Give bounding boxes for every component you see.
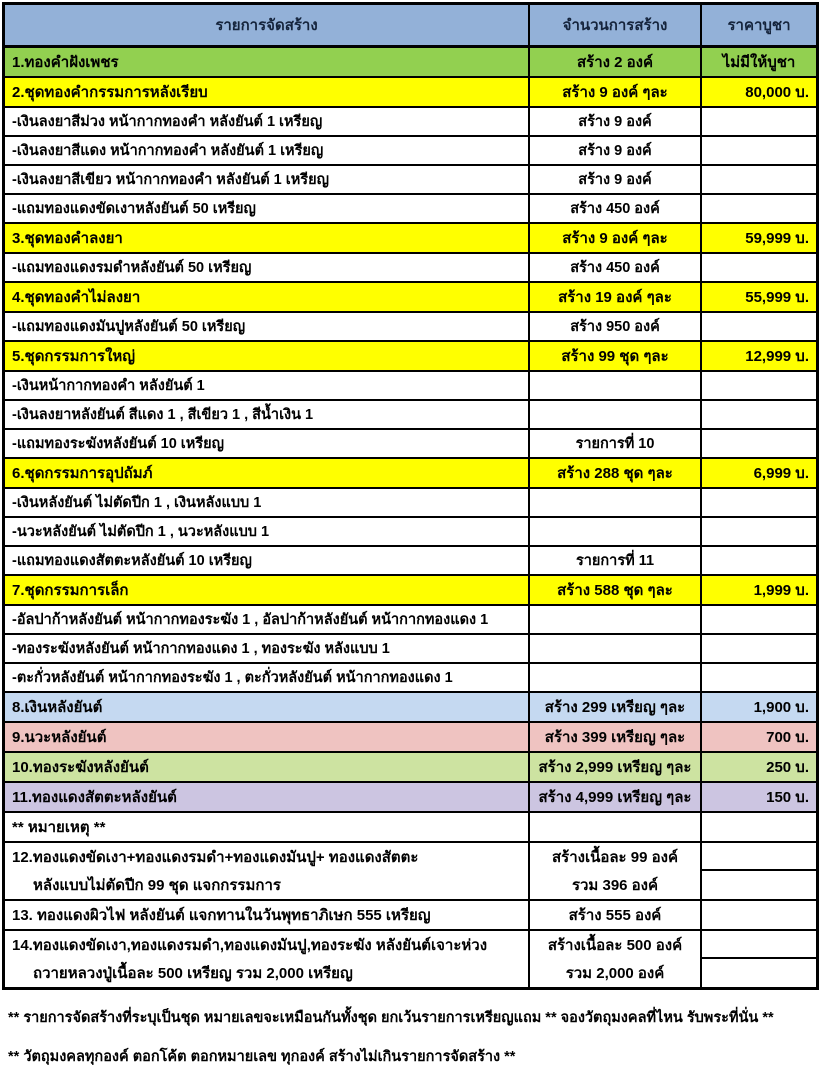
- price-cell: [702, 166, 816, 195]
- table-row: [5, 108, 816, 137]
- qty-cell: [530, 813, 702, 843]
- price-cell: [702, 372, 816, 401]
- table-row: [5, 254, 816, 283]
- table-row: [5, 753, 816, 783]
- col-header-price: ราคาบูชา: [702, 5, 816, 48]
- item-cell: 12.ทองแดงขัดเงา+ทองแดงรมดำ+ทองแดงมันปู+ ทองแดงสัตตะ: [5, 843, 530, 871]
- item-cell: -เงินลงยาหลังยันต์ สีแดง 1 , สีเขียว 1 , สีน้ำเงิน 1: [5, 401, 530, 430]
- price-cell: [702, 489, 816, 518]
- item-cell: -นวะหลังยันต์ ไม่ตัดปีก 1 , นวะหลังแบบ 1: [5, 518, 530, 547]
- table-row: [5, 901, 816, 931]
- table-row: [5, 723, 816, 753]
- footer-notes: [0, 992, 821, 1092]
- qty-cell: สร้าง 19 องค์ ๆละ: [530, 283, 702, 313]
- footer-note-1: ** รายการจัดสร้างที่ระบุเป็นชุด หมายเลขจะเหมือนกันทั้งชุด ยกเว้นรายการเหรียญแถม ** จองวัตถุมงคลที่ไหน รับพระที่นั่น **: [8, 1010, 774, 1026]
- item-cell: -แถมทองแดงสัตตะหลังยันต์ 10 เหรียญ: [5, 547, 530, 576]
- col-header-quantity: จำนวนการสร้าง: [530, 5, 702, 48]
- price-cell: 250 บ.: [702, 753, 816, 783]
- qty-cell: สร้าง 2,999 เหรียญ ๆละ: [530, 753, 702, 783]
- price-cell: [702, 635, 816, 664]
- table-row: [5, 664, 816, 693]
- price-cell: [702, 901, 816, 931]
- table-row: [5, 871, 816, 901]
- item-cell: 11.ทองแดงสัตตะหลังยันต์: [5, 783, 530, 813]
- price-cell: 12,999 บ.: [702, 342, 816, 372]
- qty-cell: สร้าง 9 องค์ ๆละ: [530, 224, 702, 254]
- price-cell: [702, 547, 816, 576]
- qty-cell: สร้าง 555 องค์: [530, 901, 702, 931]
- price-cell: [702, 518, 816, 547]
- table-row: [5, 283, 816, 313]
- item-cell: -แถมทองแดงรมดำหลังยันต์ 50 เหรียญ: [5, 254, 530, 283]
- item-cell: 7.ชุดกรรมการเล็ก: [5, 576, 530, 606]
- item-cell: -เงินหน้ากากทองคำ หลังยันต์ 1: [5, 372, 530, 401]
- qty-cell: [530, 606, 702, 635]
- price-cell: [702, 313, 816, 342]
- item-cell: 8.เงินหลังยันต์: [5, 693, 530, 723]
- table-row: [5, 547, 816, 576]
- qty-cell: สร้าง 450 องค์: [530, 254, 702, 283]
- qty-cell: สร้าง 450 องค์: [530, 195, 702, 224]
- table-row: [5, 224, 816, 254]
- price-cell: [702, 664, 816, 693]
- table-row: [5, 78, 816, 108]
- price-cell: 700 บ.: [702, 723, 816, 753]
- qty-cell: รวม 2,000 องค์: [530, 959, 702, 987]
- qty-cell: รวม 396 องค์: [530, 871, 702, 901]
- qty-cell: [530, 401, 702, 430]
- table-row: [5, 195, 816, 224]
- price-cell: 1,900 บ.: [702, 693, 816, 723]
- table-row: [5, 693, 816, 723]
- price-cell: [702, 813, 816, 843]
- item-cell: -เงินหลังยันต์ ไม่ตัดปีก 1 , เงินหลังแบบ 1: [5, 489, 530, 518]
- header-row: [5, 5, 816, 48]
- qty-cell: สร้าง 4,999 เหรียญ ๆละ: [530, 783, 702, 813]
- item-cell: 13. ทองแดงผิวไฟ หลังยันต์ แจกทานในวันพุทธาภิเษก 555 เหรียญ: [5, 901, 530, 931]
- table-row: [5, 372, 816, 401]
- price-cell: [702, 871, 816, 901]
- qty-cell: รายการที่ 10: [530, 430, 702, 459]
- price-cell: [702, 254, 816, 283]
- item-cell: -แถมทองแดงมันปูหลังยันต์ 50 เหรียญ: [5, 313, 530, 342]
- item-cell: 10.ทองระฆังหลังยันต์: [5, 753, 530, 783]
- qty-cell: รายการที่ 11: [530, 547, 702, 576]
- price-cell: [702, 959, 816, 987]
- table-row: [5, 313, 816, 342]
- table-row: [5, 459, 816, 489]
- price-cell: [702, 430, 816, 459]
- table-row: [5, 48, 816, 78]
- table-row: [5, 606, 816, 635]
- table-row: [5, 576, 816, 606]
- item-cell: -แถมทองระฆังหลังยันต์ 10 เหรียญ: [5, 430, 530, 459]
- table-row: [5, 635, 816, 664]
- item-cell: -แถมทองแดงขัดเงาหลังยันต์ 50 เหรียญ: [5, 195, 530, 224]
- table-row: [5, 430, 816, 459]
- item-cell: ถวายหลวงปู่เนื้อละ 500 เหรียญ รวม 2,000 เหรียญ: [5, 959, 530, 987]
- price-cell: [702, 108, 816, 137]
- table-row: [5, 489, 816, 518]
- price-cell: [702, 195, 816, 224]
- qty-cell: สร้าง 399 เหรียญ ๆละ: [530, 723, 702, 753]
- qty-cell: สร้าง 9 องค์ ๆละ: [530, 78, 702, 108]
- price-cell: 55,999 บ.: [702, 283, 816, 313]
- item-cell: -เงินลงยาสีแดง หน้ากากทองคำ หลังยันต์ 1 เหรียญ: [5, 137, 530, 166]
- qty-cell: [530, 489, 702, 518]
- qty-cell: สร้าง 299 เหรียญ ๆละ: [530, 693, 702, 723]
- table-row: [5, 137, 816, 166]
- price-cell: 150 บ.: [702, 783, 816, 813]
- qty-cell: สร้าง 288 ชุด ๆละ: [530, 459, 702, 489]
- item-cell: -เงินลงยาสีม่วง หน้ากากทองคำ หลังยันต์ 1 เหรียญ: [5, 108, 530, 137]
- table-row: [5, 401, 816, 430]
- qty-cell: สร้าง 99 ชุด ๆละ: [530, 342, 702, 372]
- price-cell: [702, 931, 816, 959]
- col-header-item: รายการจัดสร้าง: [5, 5, 530, 48]
- item-cell: 6.ชุดกรรมการอุปถัมภ์: [5, 459, 530, 489]
- qty-cell: สร้าง 9 องค์: [530, 166, 702, 195]
- price-cell: [702, 606, 816, 635]
- qty-cell: สร้าง 2 องค์: [530, 48, 702, 78]
- table-row: [5, 843, 816, 871]
- sheet: [0, 2, 821, 1092]
- table-body: [5, 48, 816, 987]
- price-cell: [702, 843, 816, 871]
- price-cell: 59,999 บ.: [702, 224, 816, 254]
- item-cell: ** หมายเหตุ **: [5, 813, 530, 843]
- qty-cell: [530, 635, 702, 664]
- table-row: [5, 931, 816, 959]
- qty-cell: [530, 664, 702, 693]
- qty-cell: สร้าง 9 องค์: [530, 137, 702, 166]
- qty-cell: สร้าง 588 ชุด ๆละ: [530, 576, 702, 606]
- item-cell: 4.ชุดทองคำไม่ลงยา: [5, 283, 530, 313]
- product-table: [2, 2, 819, 990]
- qty-cell: สร้างเนื้อละ 500 องค์: [530, 931, 702, 959]
- item-cell: -ทองระฆังหลังยันต์ หน้ากากทองแดง 1 , ทองระฆัง หลังแบบ 1: [5, 635, 530, 664]
- item-cell: 3.ชุดทองคำลงยา: [5, 224, 530, 254]
- price-cell: ไม่มีให้บูชา: [702, 48, 816, 78]
- table-row: [5, 813, 816, 843]
- qty-cell: [530, 372, 702, 401]
- item-cell: หลังแบบไม่ตัดปีก 99 ชุด แจกกรรมการ: [5, 871, 530, 901]
- table-row: [5, 783, 816, 813]
- table-row: [5, 342, 816, 372]
- qty-cell: [530, 518, 702, 547]
- item-cell: -ตะกั่วหลังยันต์ หน้ากากทองระฆัง 1 , ตะกั่วหลังยันต์ หน้ากากทองแดง 1: [5, 664, 530, 693]
- price-cell: 1,999 บ.: [702, 576, 816, 606]
- item-cell: 2.ชุดทองคำกรรมการหลังเรียบ: [5, 78, 530, 108]
- qty-cell: สร้าง 9 องค์: [530, 108, 702, 137]
- item-cell: 14.ทองแดงขัดเงา,ทองแดงรมดำ,ทองแดงมันปู,ทองระฆัง หลังยันต์เจาะห่วง: [5, 931, 530, 959]
- price-cell: 6,999 บ.: [702, 459, 816, 489]
- table-row: [5, 959, 816, 987]
- item-cell: -อัลปาก้าหลังยันต์ หน้ากากทองระฆัง 1 , อัลปาก้าหลังยันต์ หน้ากากทองแดง 1: [5, 606, 530, 635]
- table-row: [5, 166, 816, 195]
- qty-cell: สร้าง 950 องค์: [530, 313, 702, 342]
- item-cell: -เงินลงยาสีเขียว หน้ากากทองคำ หลังยันต์ 1 เหรียญ: [5, 166, 530, 195]
- table-row: [5, 518, 816, 547]
- price-cell: [702, 401, 816, 430]
- item-cell: 1.ทองคำฝังเพชร: [5, 48, 530, 78]
- item-cell: 9.นวะหลังยันต์: [5, 723, 530, 753]
- item-cell: 5.ชุดกรรมการใหญ่: [5, 342, 530, 372]
- footer-note-2: ** วัตถุมงคลทุกองค์ ตอกโค้ต ตอกหมายเลข ทุกองค์ สร้างไม่เกินรายการจัดสร้าง **: [8, 1049, 516, 1065]
- price-cell: 80,000 บ.: [702, 78, 816, 108]
- price-cell: [702, 137, 816, 166]
- qty-cell: สร้างเนื้อละ 99 องค์: [530, 843, 702, 871]
